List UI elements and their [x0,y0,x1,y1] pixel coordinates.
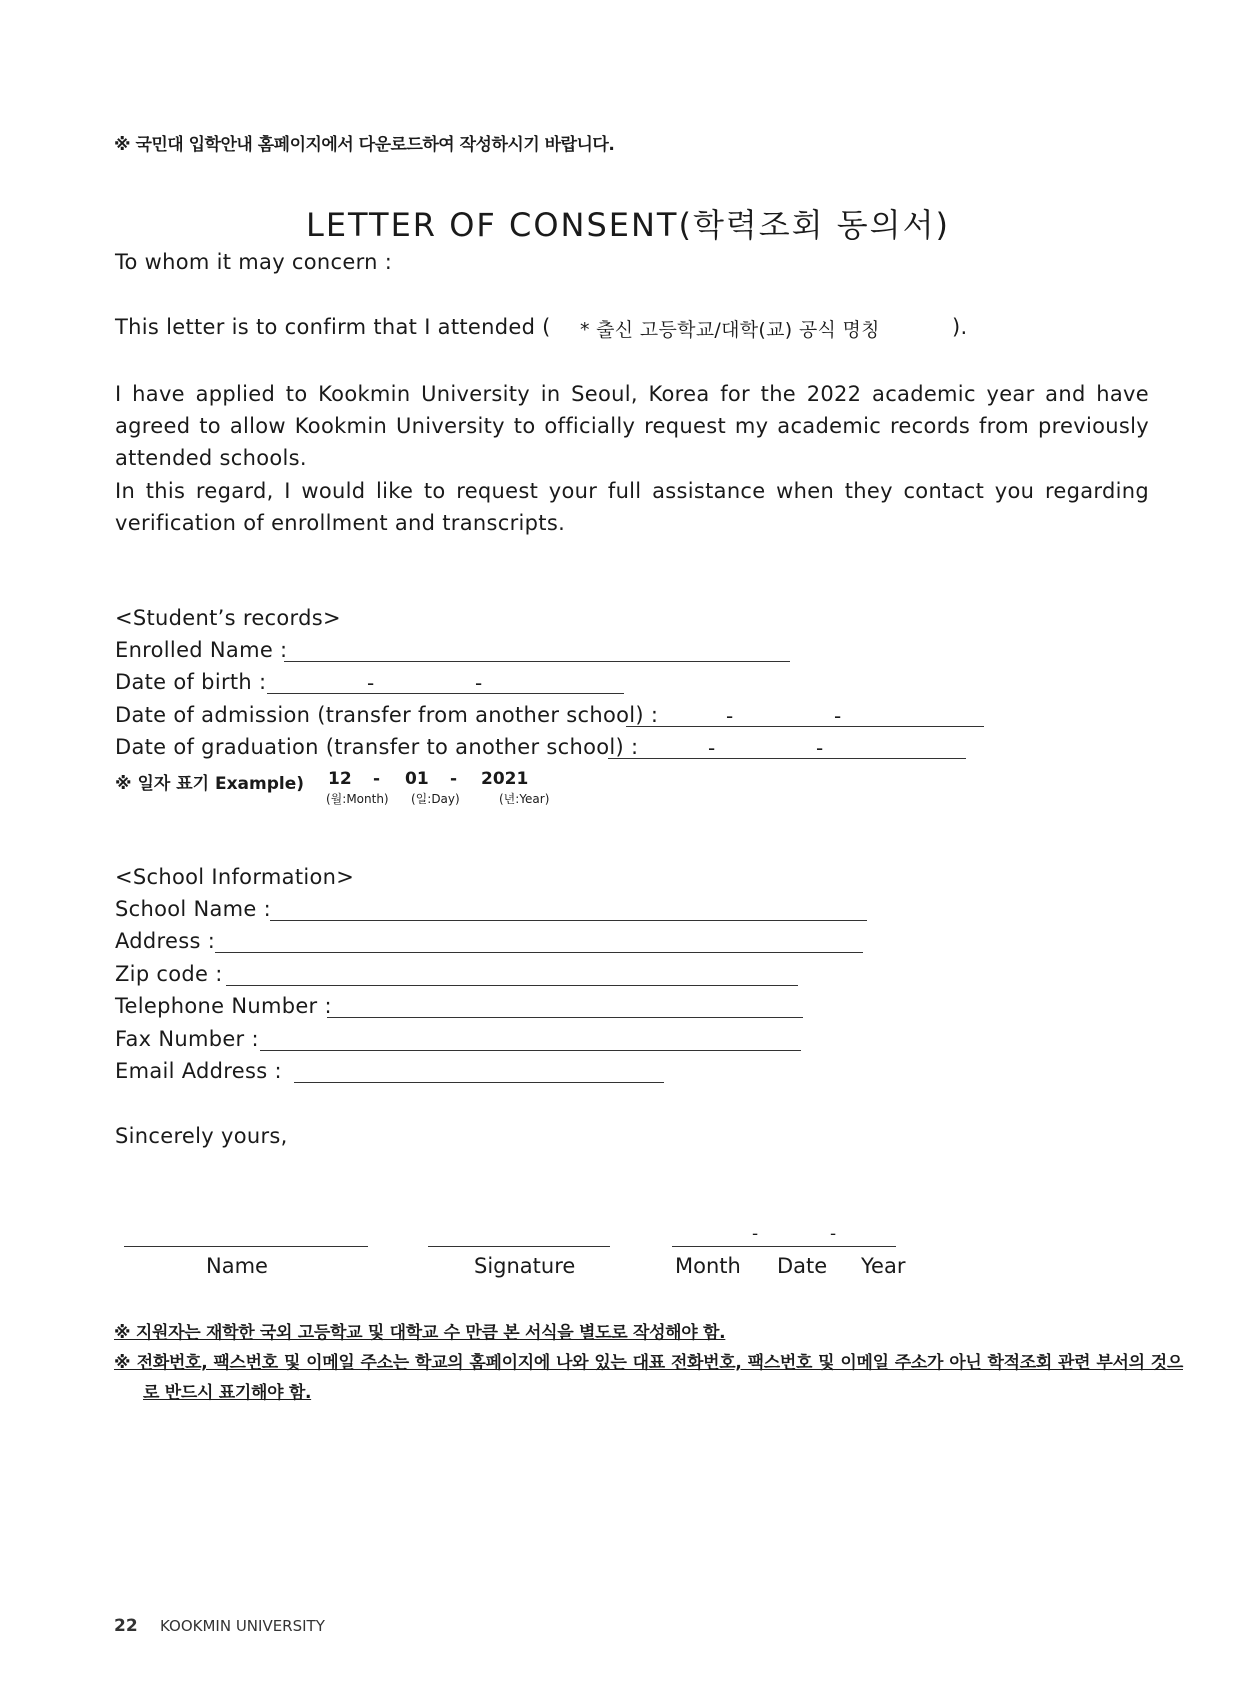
document-title: LETTER OF CONSENT(학력조회 동의서) [306,206,950,244]
example-day-label: (일:Day) [411,792,460,806]
signature-caption: Signature [474,1254,576,1278]
school-name-field[interactable] [270,920,867,921]
date-of-birth-field[interactable] [267,693,624,694]
year-caption: Year [861,1254,906,1278]
enrolled-name-field[interactable] [284,661,790,662]
fax-label: Fax Number : [115,1027,259,1051]
footer-university: KOOKMIN UNIVERSITY [160,1617,325,1635]
example-year-label: (년:Year) [499,792,550,806]
telephone-label: Telephone Number : [115,994,332,1018]
salutation: To whom it may concern : [115,250,393,274]
zip-code-field[interactable] [226,985,798,986]
date-signature-line[interactable] [672,1246,896,1247]
date-example-label: ※ 일자 표기 Example) [115,774,305,794]
graduation-dash-1: - [708,736,716,760]
zip-code-label: Zip code : [115,962,223,986]
confirm-prefix: This letter is to confirm that I attended ( [115,315,551,339]
school-name-placeholder: * 출신 고등학교/대학(교) 공식 명칭 [580,319,880,341]
example-month: 12 [328,769,352,789]
email-field[interactable] [294,1082,664,1083]
example-month-label: (월:Month) [326,792,389,806]
address-field[interactable] [215,952,863,953]
page-number: 22 [114,1616,138,1636]
school-info-heading: <School Information> [115,865,355,889]
application-paragraph: I have applied to Kookmin University in Seoul, Korea for the 2022 academic year and have agreed to allow Kookmin University to officially request my academic records from previously attended schools. [115,382,1149,470]
date-of-admission-label: Date of admission (transfer from another school) : [115,703,659,727]
name-signature-line[interactable] [124,1246,368,1247]
month-caption: Month [675,1254,741,1278]
student-records-heading: <Student’s records> [115,606,341,630]
signature-line[interactable] [428,1246,610,1247]
example-day: 01 [405,769,429,789]
admission-dash-1: - [726,704,734,728]
dob-dash-2: - [475,671,483,695]
download-notice: ※ 국민대 입학안내 홈페이지에서 다운로드하여 작성하시기 바랍니다. [114,135,615,155]
address-label: Address : [115,929,216,953]
name-caption: Name [206,1254,268,1278]
confirm-suffix: ). [952,315,968,339]
admission-dash-2: - [834,704,842,728]
telephone-field[interactable] [327,1017,803,1018]
email-label: Email Address : [115,1059,282,1083]
example-dash-2: - [450,769,458,789]
date-of-admission-field[interactable] [626,726,984,727]
date-of-birth-label: Date of birth : [115,670,267,694]
fax-field[interactable] [260,1050,801,1051]
sig-date-dash-1: - [752,1224,759,1244]
note-contact-department: ※ 전화번호, 팩스번호 및 이메일 주소는 학교의 홈페이지에 나와 있는 대표 전화번호, 팩스번호 및 이메일 주소가 아닌 학적조회 관련 부서의 것으로 반드시 표기해야 함. [114,1353,1183,1403]
sig-date-dash-2: - [830,1224,837,1244]
date-of-graduation-field[interactable] [608,758,966,759]
note-separate-form: ※ 지원자는 재학한 국외 고등학교 및 대학교 수 만큼 본 서식을 별도로 작성해야 함. [114,1323,726,1343]
graduation-dash-2: - [816,736,824,760]
enrolled-name-label: Enrolled Name : [115,638,288,662]
date-of-graduation-label: Date of graduation (transfer to another school) : [115,735,639,759]
date-caption: Date [777,1254,828,1278]
closing: Sincerely yours, [115,1124,288,1148]
dob-dash-1: - [367,671,375,695]
example-year: 2021 [481,769,529,789]
school-name-label: School Name : [115,897,271,921]
example-dash-1: - [373,769,381,789]
assistance-paragraph: In this regard, I would like to request your full assistance when they contact you regarding verification of enrollment and transcripts. [115,479,1149,535]
